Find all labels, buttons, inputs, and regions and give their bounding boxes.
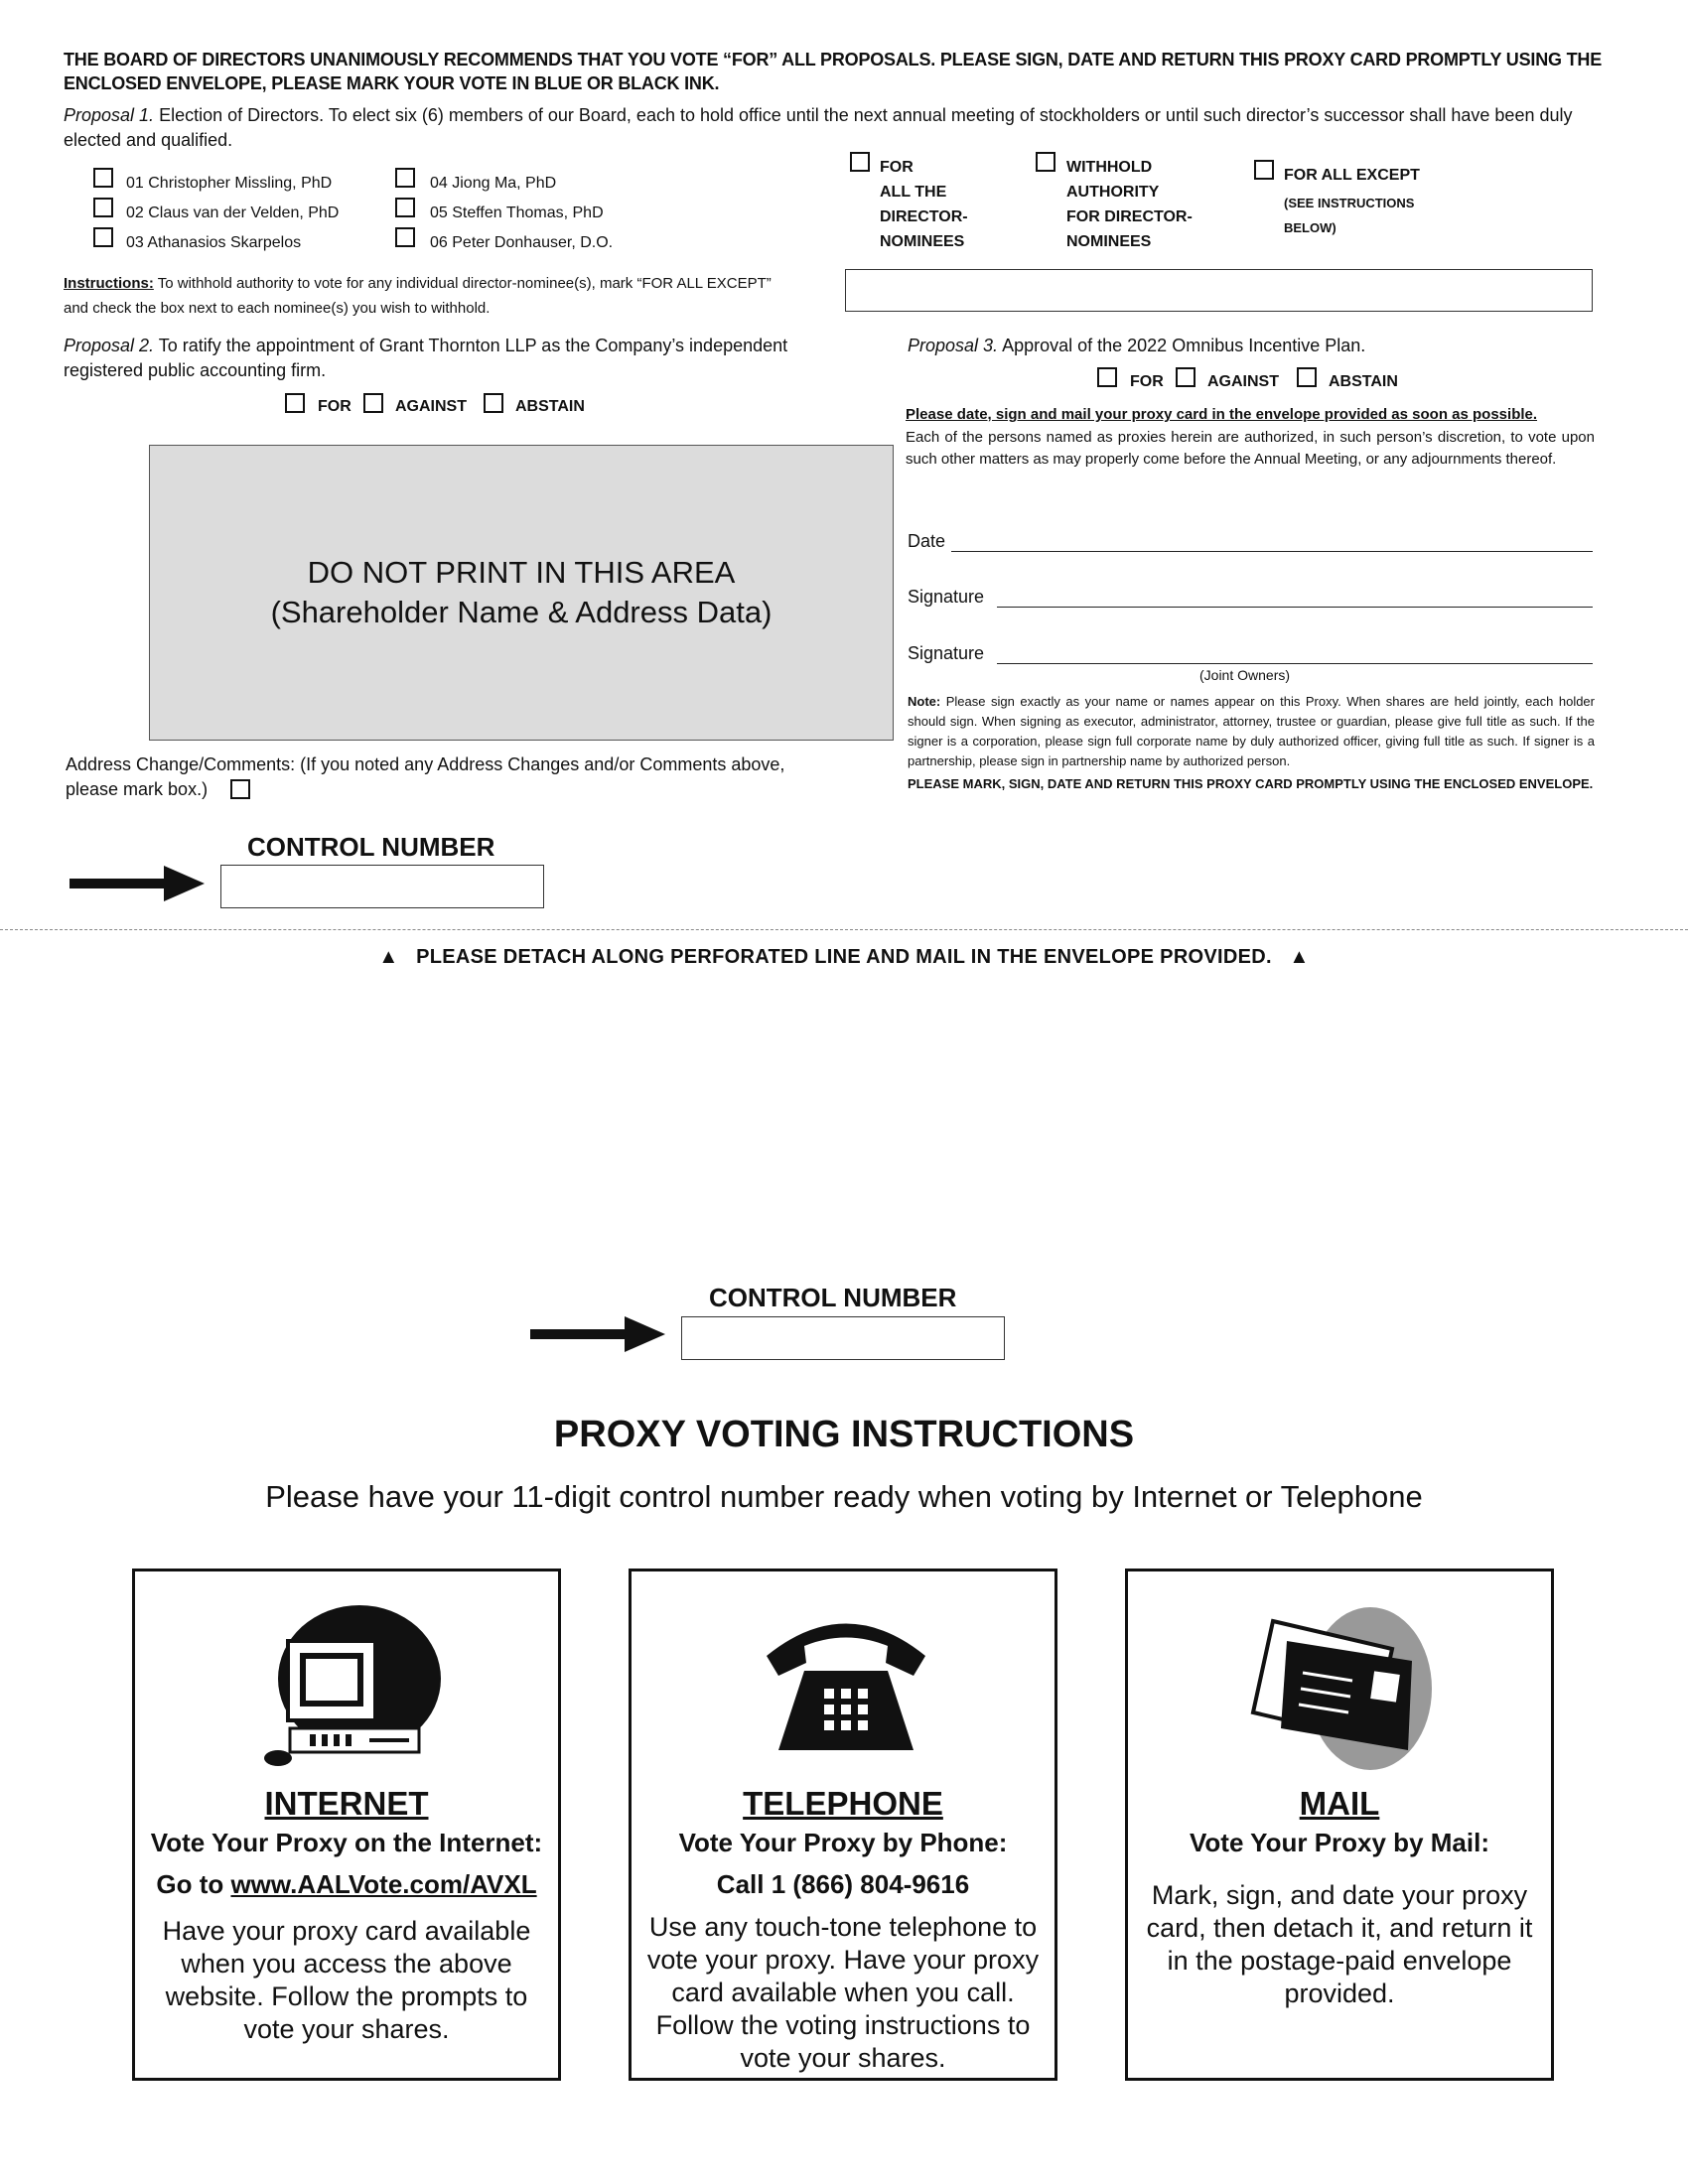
signing-note <box>908 692 1595 771</box>
telephone-voting-panel <box>629 1569 1057 2081</box>
instructions-label: Instructions: <box>64 275 154 292</box>
please-mark-notice: PLEASE MARK, SIGN, DATE AND RETURN THIS PROXY CARD PROMPTLY USING THE ENCLOSED ENVELOPE. <box>908 776 1594 791</box>
note-text: Please sign exactly as your name or names appear on this Proxy. When shares are held jointly, each holder should sign. When signing as executor, administrator, attorney, trustee or guardian, please give full title as such. If the signer is a corporation, please sign full corporate name by duly authorized officer, giving full title as such. If signer is a partnership, please sign in partnership name by authorized person. <box>908 694 1595 768</box>
shareholder-address-area <box>149 445 894 741</box>
nominee-06-checkbox[interactable] <box>395 227 415 247</box>
envelope-icon <box>1243 1601 1442 1770</box>
proposal-2-description-2: registered public accounting firm. <box>64 360 327 380</box>
for-all-except-checkbox[interactable] <box>1254 160 1274 180</box>
proposal-3-against-label: AGAINST <box>1207 373 1279 390</box>
nominee-06-label: 06 Peter Donhauser, D.O. <box>430 234 614 251</box>
mail-title: MAIL <box>1299 1785 1380 1822</box>
mail-notice: Please date, sign and mail your proxy card in the envelope provided as soon as possible. <box>906 406 1538 423</box>
board-recommendation-header: THE BOARD OF DIRECTORS UNANIMOUSLY RECOMMENDS THAT YOU VOTE “FOR” ALL PROPOSALS. PLEASE SIGN, DATE AND RETURN THIS PROXY CARD PROMPTLY USING THE ENCLOSED ENVELOPE, PLEASE MARK YOUR VOTE IN BLUE OR BLACK INK. <box>64 50 1603 93</box>
nominee-03-checkbox[interactable] <box>93 227 113 247</box>
control-number-label: CONTROL NUMBER <box>247 832 495 862</box>
internet-voting-panel <box>132 1569 561 2081</box>
arrow-right-icon <box>70 864 209 903</box>
note-label: Note: <box>908 694 941 709</box>
proposal-3-label: Proposal 3. <box>908 336 999 355</box>
withhold-authority-checkbox[interactable] <box>1036 152 1055 172</box>
signature-line[interactable] <box>997 607 1593 608</box>
nominee-02-checkbox[interactable] <box>93 198 113 217</box>
do-not-print-label: DO NOT PRINT IN THIS AREA <box>307 555 736 590</box>
for-all-except-label: FOR ALL EXCEPT <box>1284 167 1420 184</box>
proposal-2-label: Proposal 2. <box>64 336 155 355</box>
signature-2-label: Signature <box>908 643 985 663</box>
proposal-3-text <box>908 334 1603 358</box>
instructions-text: To withhold authority to vote for any individual director-nominee(s), mark “FOR ALL EXCEPT” <box>153 275 772 292</box>
telephone-number[interactable]: Call 1 (866) 804-9616 <box>716 1869 970 1899</box>
signature-label: Signature <box>908 587 985 607</box>
signature-2-line[interactable] <box>997 663 1593 664</box>
proposal-2-against-checkbox[interactable] <box>363 393 383 413</box>
control-number-field[interactable] <box>220 865 544 908</box>
proposal-2-abstain-checkbox[interactable] <box>484 393 503 413</box>
proxy-voting-instructions-subtitle: Please have your 11-digit control number ready when voting by Internet or Telephone <box>265 1479 1423 1514</box>
control-number-2-field[interactable] <box>681 1316 1005 1360</box>
address-change-text: Address Change/Comments: (If you noted any Address Changes and/or Comments above, please mark box.) <box>66 754 785 799</box>
nominee-02-label: 02 Claus van der Velden, PhD <box>126 205 340 221</box>
for-all-nominees-checkbox[interactable] <box>850 152 870 172</box>
joint-owners-label: (Joint Owners) <box>1199 667 1291 683</box>
nominee-04-label: 04 Jiong Ma, PhD <box>430 175 557 192</box>
proposal-3-abstain-checkbox[interactable] <box>1297 367 1317 387</box>
proposal-2-against-label: AGAINST <box>395 398 467 415</box>
proxies-authorization-text: Each of the persons named as proxies herein are authorized, in such person’s discretion, to vote upon such other matters as may properly come before the Annual Meeting, or any adjournments thereof. <box>906 429 1595 468</box>
internet-url-link[interactable]: www.AALVote.com/AVXL <box>230 1869 537 1899</box>
proposal-3-against-checkbox[interactable] <box>1176 367 1196 387</box>
triangle-up-icon: ▲ <box>378 946 399 968</box>
telephone-title: TELEPHONE <box>743 1785 943 1822</box>
withhold-nominees-input[interactable] <box>845 269 1593 312</box>
nominee-01-label: 01 Christopher Missling, PhD <box>126 175 333 192</box>
shareholder-data-label: (Shareholder Name & Address Data) <box>270 595 773 629</box>
telephone-icon <box>747 1601 945 1770</box>
proposal-3-abstain-label: ABSTAIN <box>1329 373 1398 390</box>
nominee-03-label: 03 Athanasios Skarpelos <box>126 234 302 251</box>
date-line[interactable] <box>951 551 1593 552</box>
internet-subtitle: Vote Your Proxy on the Internet: <box>150 1828 543 1857</box>
address-change-checkbox[interactable] <box>230 779 250 799</box>
withhold-instructions <box>64 271 772 321</box>
triangle-up-icon: ▲ <box>1289 946 1310 968</box>
proposal-2-for-label: FOR <box>318 398 352 415</box>
nominee-05-checkbox[interactable] <box>395 198 415 217</box>
mail-voting-panel <box>1125 1569 1554 2081</box>
mail-body: Mark, sign, and date your proxy card, then detach it, and return it in the postage-paid envelope provided. <box>1146 1880 1533 2008</box>
nominee-04-checkbox[interactable] <box>395 168 415 188</box>
proposal-3-description: Approval of the 2022 Omnibus Incentive Plan. <box>998 336 1366 355</box>
proposal-3-for-checkbox[interactable] <box>1097 367 1117 387</box>
proxy-voting-instructions-title: PROXY VOTING INSTRUCTIONS <box>553 1414 1135 1455</box>
detach-instruction: ▲ PLEASE DETACH ALONG PERFORATED LINE AND MAIL IN THE ENVELOPE PROVIDED. ▲ <box>378 946 1310 968</box>
proposal-1-text <box>64 103 1632 153</box>
proposal-1-description: Election of Directors. To elect six (6) members of our Board, each to hold office until the next annual meeting of stockholders or until such director’s successor shall have been duly elected and qualified. <box>64 105 1573 150</box>
proposal-2-abstain-label: ABSTAIN <box>515 398 585 415</box>
proposal-3-for-label: FOR <box>1130 373 1164 390</box>
date-label: Date <box>908 531 946 551</box>
proposal-2-description: To ratify the appointment of Grant Thornton LLP as the Company’s independent <box>154 336 788 355</box>
computer-icon <box>250 1601 449 1770</box>
for-all-nominees-label: FOR ALL THE DIRECTOR- NOMINEES <box>880 159 968 250</box>
proposal-2-text <box>64 334 858 383</box>
proposal-2-for-checkbox[interactable] <box>285 393 305 413</box>
mail-subtitle: Vote Your Proxy by Mail: <box>1190 1828 1489 1857</box>
instructions-text-2: and check the box next to each nominee(s) you wish to withhold. <box>64 300 491 317</box>
telephone-subtitle: Vote Your Proxy by Phone: <box>678 1828 1008 1857</box>
proposal-1-label: Proposal 1. <box>64 105 155 125</box>
internet-body: Have your proxy card available when you access the above website. Follow the prompts to vote your shares. <box>162 1916 531 2044</box>
nominee-05-label: 05 Steffen Thomas, PhD <box>430 205 604 221</box>
control-number-2-label: CONTROL NUMBER <box>709 1283 957 1312</box>
withhold-authority-label: WITHHOLD AUTHORITY FOR DIRECTOR- NOMINEES <box>1066 159 1193 250</box>
internet-title: INTERNET <box>264 1785 429 1822</box>
arrow-right-icon <box>530 1314 669 1354</box>
for-all-except-note: (SEE INSTRUCTIONS BELOW) <box>1284 196 1415 235</box>
telephone-body: Use any touch-tone telephone to vote your proxy. Have your proxy card available when you call. Follow the voting instructions to vote your shares. <box>646 1912 1040 2073</box>
internet-go-to: Go to www.AALVote.com/AVXL <box>156 1869 537 1899</box>
nominee-01-checkbox[interactable] <box>93 168 113 188</box>
perforated-line <box>0 929 1688 930</box>
